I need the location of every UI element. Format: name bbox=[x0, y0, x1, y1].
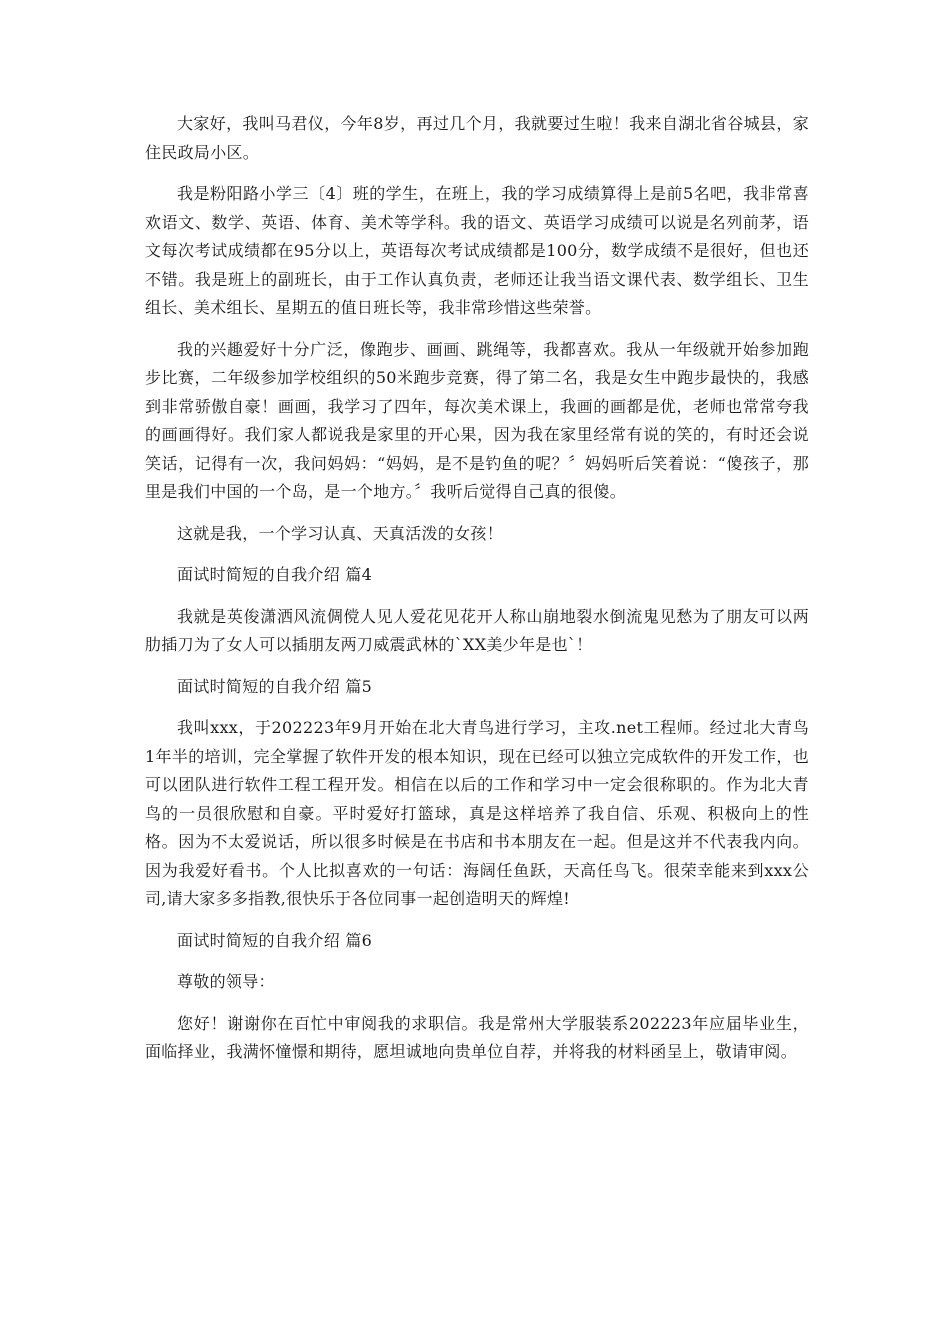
section-heading-5: 面试时简短的自我介绍 篇5 bbox=[177, 676, 373, 696]
section-heading-4: 面试时简短的自我介绍 篇4 bbox=[177, 565, 373, 584]
section-heading-6: 面试时简短的自我介绍 篇6 bbox=[177, 930, 373, 950]
paragraph-intro: 大家好，我叫马君仪，今年8岁，再过几个月，我就要过生啦！我来自湖北省谷城县，家住民政局小区。 bbox=[145, 114, 809, 162]
document-page bbox=[145, 110, 809, 1067]
paragraph-section-5: 我叫xxx，于202223年9月开始在北大青鸟进行学习，主攻.net工程师。经过北大青鸟1年半的培训，完全掌握了软件开发的根本知识，现在已经可以独立完成软件的开发工作，也可以团队进行软件工程工程开发。相信在以后的工作和学习中一定会很称职的。作为北大青鸟的一员很欣慰和自豪。平时爱好打篮球，真是这样培养了我自信、乐观、积极向上的性格。因为不太爱说话，所以很多时候是在书店和书本朋友在一起。但是这并不代表我内向。因为我爱好看书。个人比拟喜欢的一句话：海阔任鱼跃，天高任鸟飞。很荣幸能来到xxx公司,请大家多多指教,很快乐于各位同事一起创造明天的辉煌! bbox=[145, 718, 809, 908]
paragraph-conclusion: 这就是我，一个学习认真、天真活泼的女孩！ bbox=[177, 523, 504, 543]
paragraph-school: 我是粉阳路小学三〔4〕班的学生，在班上，我的学习成绩算得上是前5名吧，我非常喜欢语文、数学、英语、体育、美术等学科。我的语文、英语学习成绩可以说是名列前茅，语文每次考试成绩都在95分以上，英语每次考试成绩都是100分，数学成绩不是很好，但也还不错。我是班上的副班长，由于工作认真负责，老师还让我当语文课代表、数学组长、卫生组长、美术组长、星期五的值日班长等，我非常珍惜这些荣誉。 bbox=[145, 184, 809, 317]
paragraph-cover-letter: 您好！谢谢你在百忙中审阅我的求职信。我是常州大学服装系202223年应届毕业生，面临择业，我满怀憧憬和期待，愿坦诚地向贵单位自荐，并将我的材料函呈上，敬请审阅。 bbox=[145, 1013, 809, 1061]
salutation: 尊敬的领导： bbox=[177, 972, 275, 991]
paragraph-section-4: 我就是英俊潇洒风流倜傥人见人爱花见花开人称山崩地裂水倒流鬼见愁为了朋友可以两肋插刀为了女人可以插朋友两刀威震武林的`XX美少年是也`！ bbox=[145, 606, 809, 654]
paragraph-hobbies: 我的兴趣爱好十分广泛，像跑步、画画、跳绳等，我都喜欢。我从一年级就开始参加跑步比赛，二年级参加学校组织的50米跑步竞赛，得了第二名，我是女生中跑步最快的，我感到非常骄傲自豪！画画，我学习了四年，每次美术课上，我画的画都是优，老师也常常夸我的画画得好。我们家人都说我是家里的开心果，因为我在家里经常有说的笑的，有时还会说笑话，记得有一次，我问妈妈：“妈妈，是不是钓鱼的呢？〞妈妈听后笑着说：“傻孩子，那里是我们中国的一个岛，是一个地方。〞我听后觉得自己真的很傻。 bbox=[145, 339, 809, 501]
